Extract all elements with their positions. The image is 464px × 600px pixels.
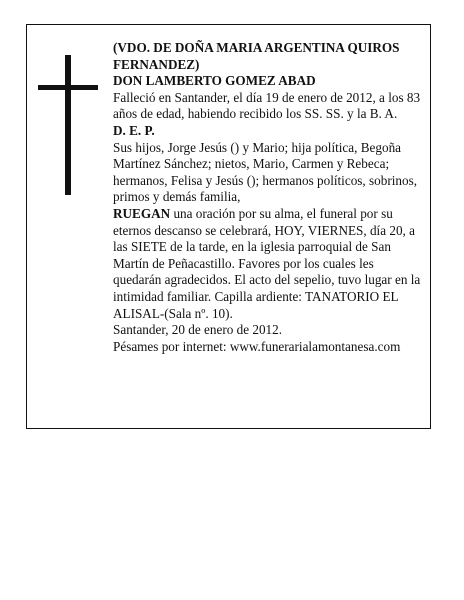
condolences-web: Pésames por internet: www.funerarialamontanesa.com <box>113 338 401 354</box>
deceased-name: DON LAMBERTO GOMEZ ABAD <box>113 73 316 89</box>
ruegan-word: RUEGAN <box>113 205 171 221</box>
obituary-text <box>113 40 423 355</box>
widow-line: (VDO. DE DOÑA MARIA ARGENTINA QUIROS FERNANDEZ) <box>113 40 400 72</box>
date-line: Santander, 20 de enero de 2012. <box>113 322 283 338</box>
cross-icon <box>38 55 100 195</box>
family-list: Sus hijos, Jorge Jesús () y Mario; hija política, Begoña Martínez Sánchez; nietos, Mario, Carmen y Rebeca; hermanos, Felisa y Jesús (); hermanos políticos, sobrinos, primos y demás familia, <box>113 139 418 205</box>
dep-line: D. E. P. <box>113 122 155 138</box>
death-announcement: Falleció en Santander, el día 19 de enero de 2012, a los 83 años de edad, habiendo recibido los SS. SS. y la B. A. <box>113 89 421 122</box>
obituary-notice <box>26 24 431 429</box>
funeral-request <box>113 206 423 322</box>
funeral-details: una oración por su alma, el funeral por su eternos descanso se celebrará, HOY, VIERNES, día 20, a las SIETE de la tarde, en la iglesia parroquial de San Martín de Peñacastillo. Favores por los cuales les quedarán agradecidos. El acto del sepelio, tuvo lugar en la intimidad familiar. Capilla ardiente: TANATORIO EL ALISAL-(Sala nº. 10). <box>113 205 421 321</box>
